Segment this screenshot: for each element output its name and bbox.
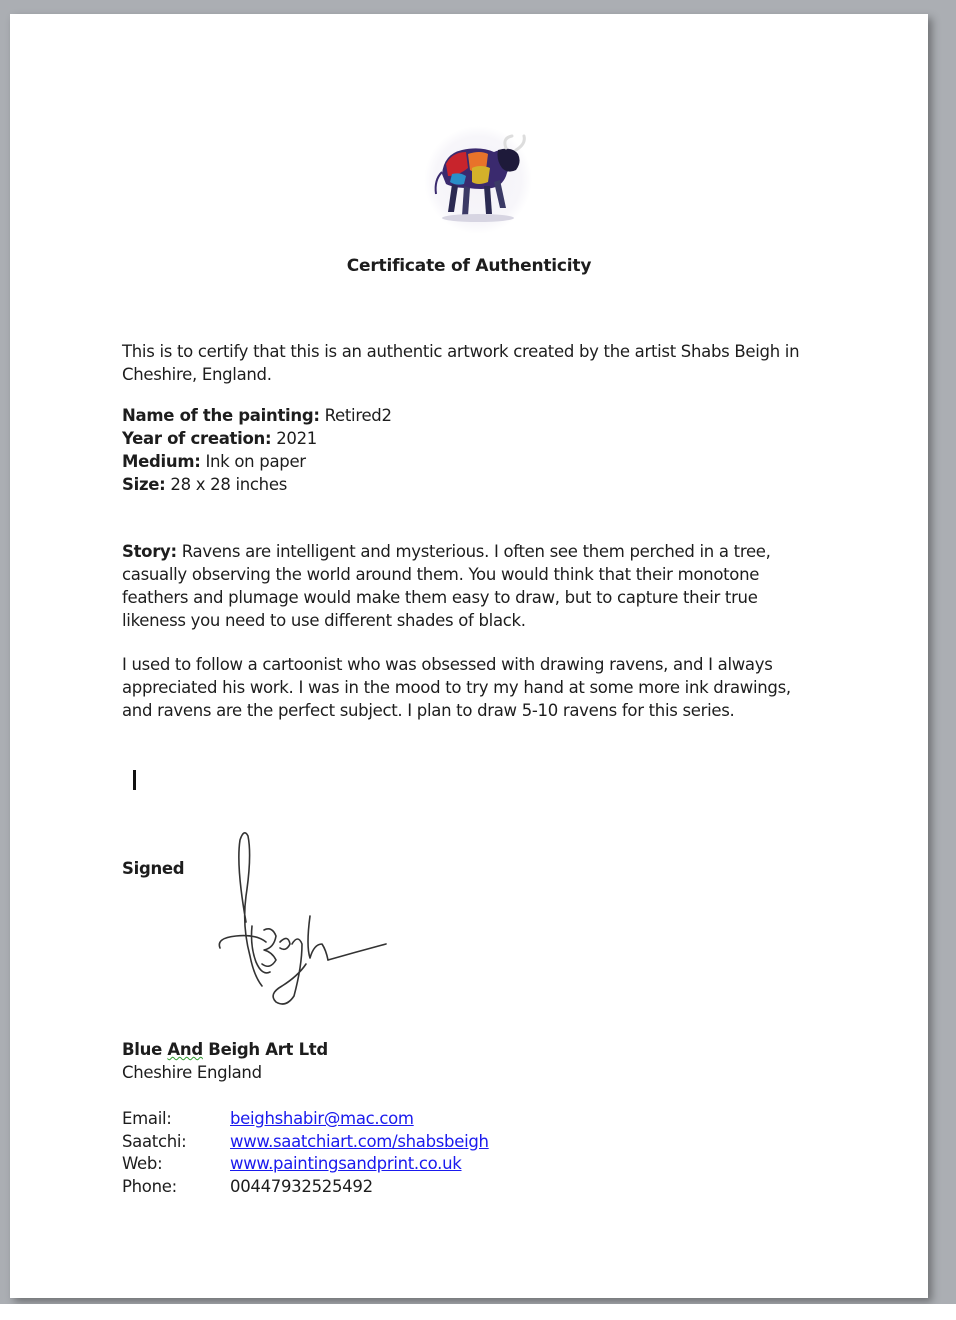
certificate-title: Certificate of Authenticity [346, 256, 592, 276]
phone-number: 00447932525492 [230, 1176, 373, 1196]
detail-label: Year of creation: [122, 429, 272, 448]
contact-list [122, 1108, 489, 1198]
company-location: Cheshire England [122, 1063, 262, 1082]
detail-row-medium [122, 450, 822, 473]
company-name-part: Beigh Art Ltd [202, 1040, 328, 1059]
web-link[interactable]: www.paintingsandprint.co.uk [230, 1154, 462, 1173]
intro-paragraph: This is to certify that this is an authentic artwork created by the artist Shabs Beigh in Cheshire, England. [122, 342, 800, 384]
contact-row-email [122, 1108, 489, 1131]
next-page-edge [0, 1304, 956, 1320]
detail-label: Name of the painting: [122, 406, 320, 425]
text-cursor[interactable] [133, 770, 136, 790]
contact-row-phone [122, 1176, 489, 1199]
saatchi-link[interactable]: www.saatchiart.com/shabsbeigh [230, 1131, 489, 1151]
bull-painting-logo-icon [422, 124, 534, 236]
detail-label: Medium: [122, 452, 201, 471]
contact-row-web [122, 1153, 489, 1176]
story-paragraph [122, 540, 822, 632]
email-link[interactable]: beighshabir@mac.com [230, 1109, 414, 1128]
company-name-part: And [167, 1040, 203, 1059]
contact-label: Saatchi: [122, 1131, 187, 1151]
detail-row-painting-name [122, 404, 822, 427]
artwork-details [122, 404, 822, 496]
company-name [122, 1038, 822, 1061]
detail-label: Size: [122, 475, 166, 494]
detail-value: Ink on paper [200, 452, 306, 471]
contact-label: Web: [122, 1154, 163, 1173]
contact-label: Phone: [122, 1176, 177, 1196]
document-page [10, 14, 928, 1298]
detail-row-size [122, 473, 822, 496]
contact-row-saatchi [122, 1131, 489, 1154]
story-paragraph-2: I used to follow a cartoonist who was obsessed with drawing ravens, and I always appreciated his work. I was in the mood to try my hand at some more ink drawings, and ravens are the perfect subject. I plan to draw 5-10 ravens for this series. [122, 655, 791, 720]
contact-label: Email: [122, 1109, 172, 1128]
detail-value: 2021 [271, 429, 318, 448]
story-text: Ravens are intelligent and mysterious. I often see them perched in a tree, casually observing the world around them. You would think that their monotone feathers and plumage would make them easy to draw, but to capture their true likeness you need to use different shades of black. [122, 542, 771, 630]
detail-value: 28 x 28 inches [165, 475, 287, 494]
detail-value: Retired2 [319, 406, 392, 425]
company-block [122, 1038, 822, 1084]
company-name-part: Blue [122, 1040, 168, 1059]
handwritten-signature-icon [206, 826, 396, 1012]
story-label: Story: [122, 542, 177, 561]
signed-label: Signed [122, 859, 185, 878]
detail-row-year [122, 427, 822, 450]
